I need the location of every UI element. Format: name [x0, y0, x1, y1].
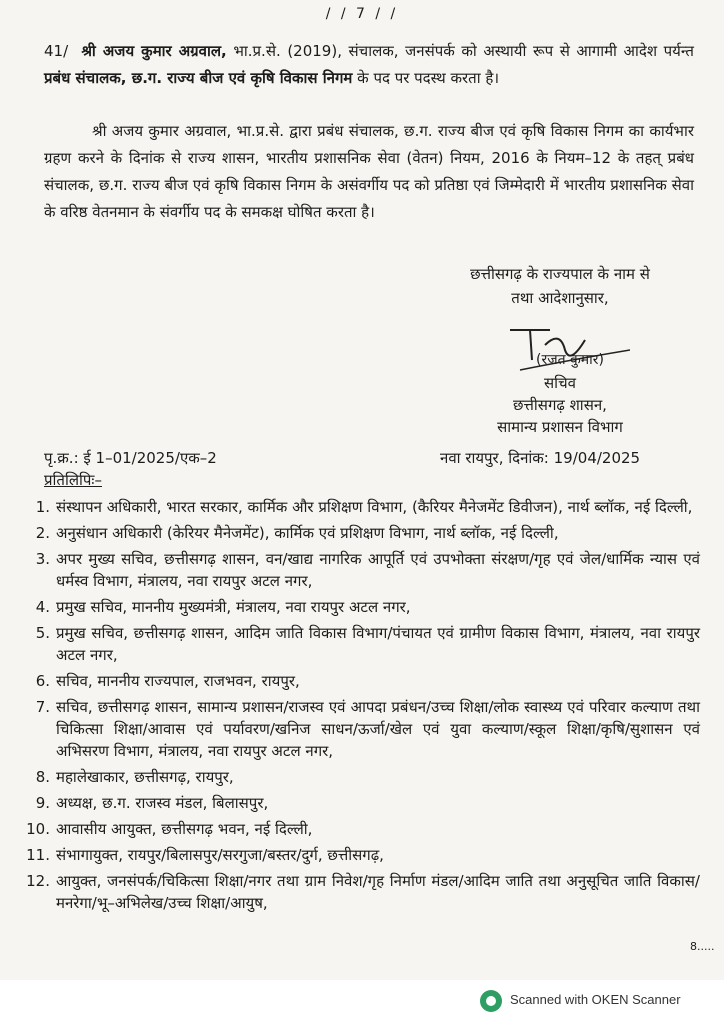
continued-marker: 8..... — [690, 940, 715, 953]
list-item: 11. संभागायुक्त, रायपुर/बिलासपुर/सरगुजा/बस्तर/दुर्ग, छत्तीसगढ़, — [26, 846, 384, 864]
list-item: 9. अध्यक्ष, छ.ग. राजस्व मंडल, बिलासपुर, — [35, 794, 269, 812]
list-item: 2. अनुसंधान अधिकारी (केरियर मैनेजमेंट), कार्मिक एवं प्रशिक्षण विभाग, नार्थ ब्लॉक, नई दिल्ली, — [35, 524, 559, 542]
place-date: नवा रायपुर, दिनांक: 19/04/2025 — [440, 449, 641, 467]
list-item: 6. सचिव, माननीय राज्यपाल, राजभवन, रायपुर, — [35, 672, 300, 690]
list-item: 10. आवासीय आयुक्त, छत्तीसगढ़ भवन, नई दिल्ली, — [26, 820, 313, 838]
signoff-line-2: तथा आदेशानुसार, — [511, 289, 609, 307]
signatory-name: (रजत कुमार) — [536, 352, 604, 368]
page-number: / / 7 / / — [325, 6, 399, 22]
scanner-text: Scanned with OKEN Scanner — [510, 992, 681, 1007]
signatory-designation: सचिव — [544, 374, 576, 392]
officer-name: श्री अजय कुमार अग्रवाल, — [81, 42, 227, 60]
list-item: 12. आयुक्त, जनसंपर्क/चिकित्सा शिक्षा/नगर तथा ग्राम निवेश/गृह निर्माण मंडल/आदिम जाति तथा अनुसूचित जाति विकास/मनरेगा/भू–अभिलेख/उच्च शिक्षा/आयुष, — [26, 872, 700, 912]
list-item: 3. अपर मुख्य सचिव, छत्तीसगढ़ शासन, वन/खाद्य नागरिक आपूर्ति एवं उपभोक्ता संरक्षण/गृह एवं जेल/धार्मिक न्यास एवं धर्मस्व विभाग, मंत्रालय, नवा रायपुर अटल नगर, — [35, 550, 700, 590]
declaration-paragraph — [44, 118, 694, 226]
order-paragraph — [44, 38, 694, 92]
signatory-dept-1: छत्तीसगढ़ शासन, — [513, 396, 607, 414]
copy-heading: प्रतिलिपिः– — [44, 471, 102, 489]
posting-title: प्रबंध संचालक, छ.ग. राज्य बीज एवं कृषि विकास निगम — [44, 69, 353, 87]
list-item: 1. संस्थापन अधिकारी, भारत सरकार, कार्मिक और प्रशिक्षण विभाग, (कैरियर मैनेजमेंट डिवीजन), नार्थ ब्लॉक, नई दिल्ली, — [35, 498, 693, 516]
copy-list — [20, 496, 700, 918]
list-item: 8. महालेखाकार, छत्तीसगढ़, रायपुर, — [35, 768, 234, 786]
signoff-block — [420, 262, 700, 310]
scanner-logo-icon — [480, 990, 502, 1012]
list-item: 4. प्रमुख सचिव, माननीय मुख्यमंत्री, मंत्रालय, नवा रायपुर अटल नगर, — [35, 598, 411, 616]
order-text-a: भा.प्र.से. (2019), संचालक, जनसंपर्क को अस्थायी रूप से आगामी आदेश पर्यन्त — [233, 42, 694, 60]
order-text-b: के पद पर पदस्थ करता है। — [357, 69, 500, 87]
list-item: 7. सचिव, छत्तीसगढ़ शासन, सामान्य प्रशासन/राजस्व एवं आपदा प्रबंधन/उच्च शिक्षा/लोक स्वास्थ्य एवं परिवार कल्याण तथा चिकित्सा शिक्षा/आवास एवं पर्यावरण/खनिज साधन/ऊर्जा/खेल एवं युवा कल्याण/स्कूल शिक्षा/कृषि/सुशासन एवं अभिसरण विभाग, मंत्रालय, नवा रायपुर अटल नगर, — [35, 698, 700, 760]
signoff-line-1: छत्तीसगढ़ के राज्यपाल के नाम से — [470, 265, 650, 283]
scanner-footer — [0, 980, 724, 1024]
order-number: 41/ — [44, 42, 69, 60]
signature-block — [440, 320, 680, 380]
list-item: 5. प्रमुख सचिव, छत्तीसगढ़ शासन, आदिम जाति विकास विभाग/पंचायत एवं ग्रामीण विकास विभाग, मंत्रालय, नवा रायपुर अटल नगर, — [35, 624, 700, 664]
reference-number: पृ.क्र.: ई 1–01/2025/एक–2 — [44, 449, 217, 467]
signatory-title — [440, 372, 680, 438]
declaration-text: श्री अजय कुमार अग्रवाल, भा.प्र.से. द्वारा प्रबंध संचालक, छ.ग. राज्य बीज एवं कृषि विकास निगम का कार्यभार ग्रहण करने के दिनांक से राज्य शासन, भारतीय प्रशासनिक सेवा (वेतन) नियम, 2016 के नियम–12 के तहत् प्रबंध संचालक, छ.ग. राज्य बीज एवं कृषि विकास निगम के असंवर्गीय पद को प्रतिष्ठा एवं जिम्मेदारी में भारतीय प्रशासनिक सेवा के वरिष्ठ वेतनमान के संवर्गीय पद के समकक्ष घोषित करता है। — [44, 122, 694, 221]
signatory-dept-2: सामान्य प्रशासन विभाग — [497, 418, 623, 436]
